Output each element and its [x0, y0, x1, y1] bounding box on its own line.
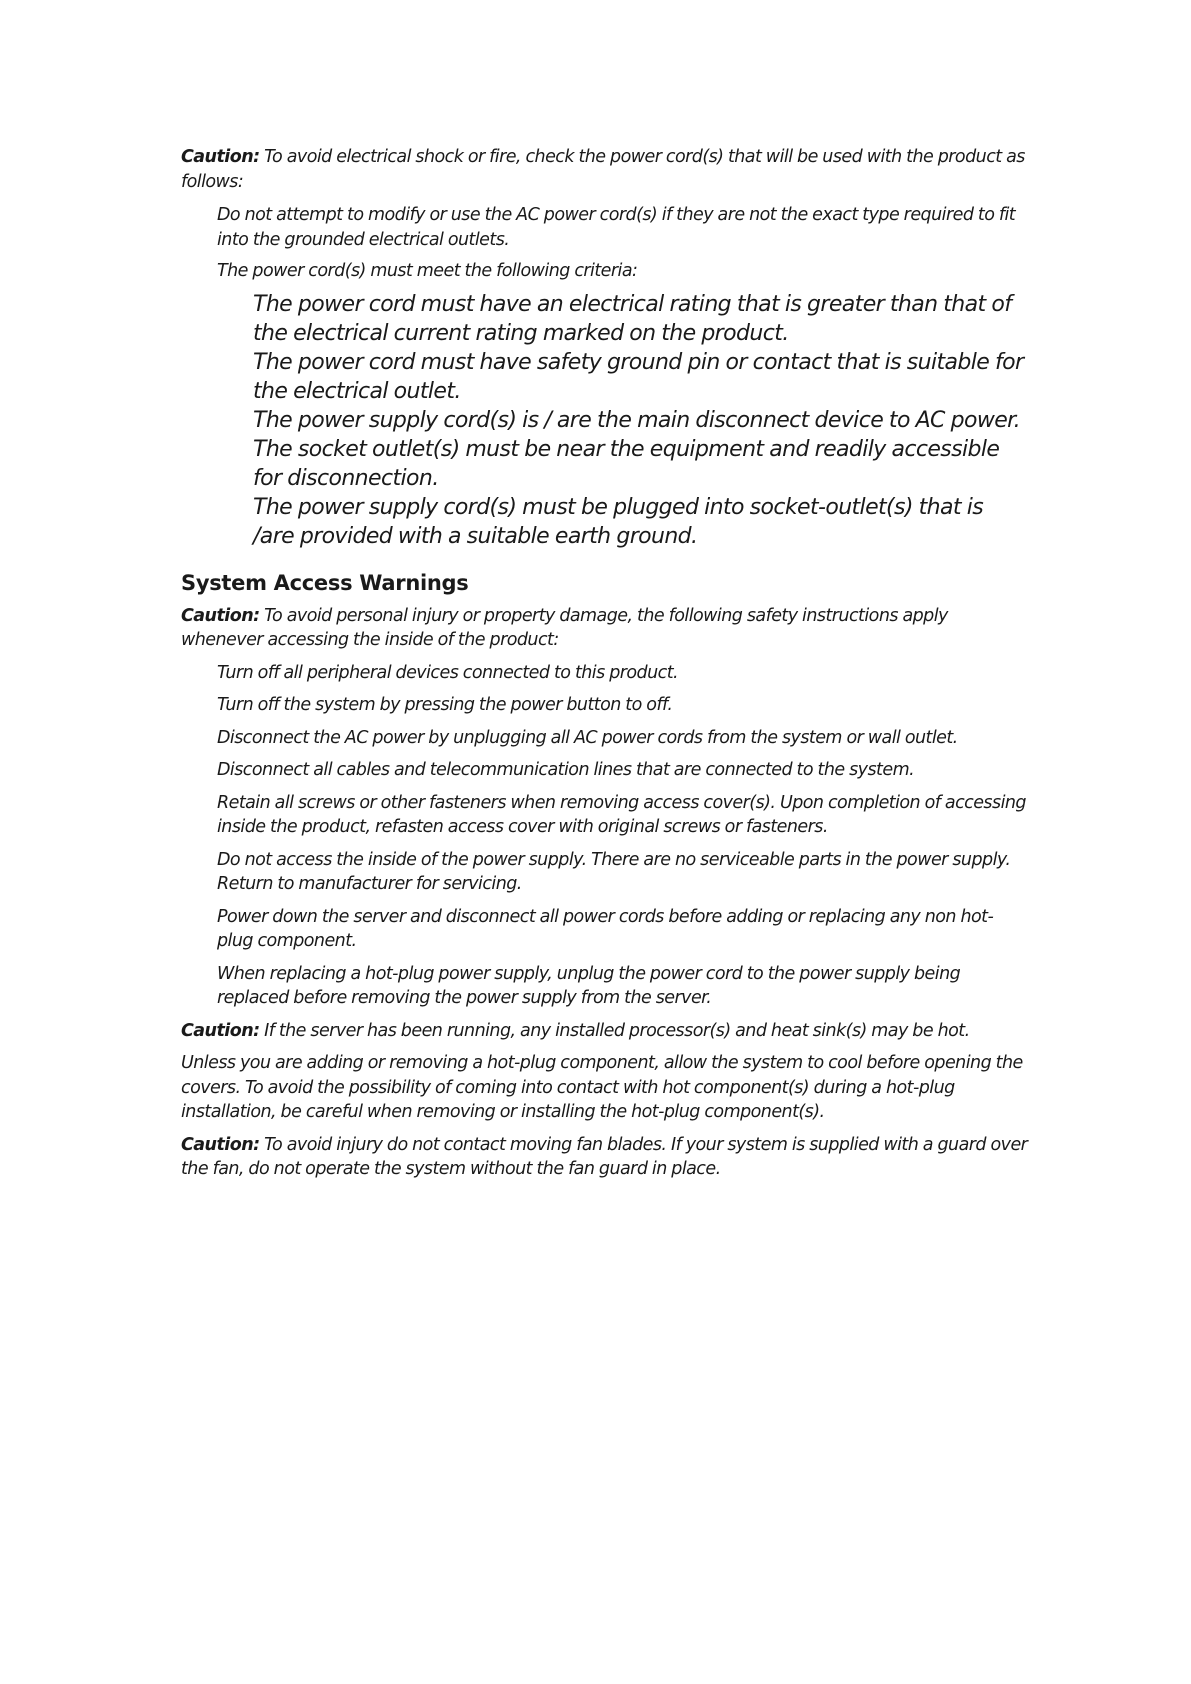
criteria-item: The power cord must have safety ground pin or contact that is suitable for the electrical outlet.: [253, 349, 1024, 404]
power-cord-item-criteria: The power cord(s) must meet the following criteria:: [217, 261, 638, 281]
access-item: Turn off the system by pressing the power button to off.: [217, 695, 673, 715]
access-item: Disconnect the AC power by unplugging all AC power cords from the system or wall outlet.: [217, 727, 958, 748]
access-item: When replacing a hot-plug power supply, unplug the power cord to the power supply being replaced before removing the power supply from the server.: [217, 963, 961, 1008]
caution-label: Caution:: [181, 605, 260, 626]
access-item: Disconnect all cables and telecommunication lines that are connected to the system.: [217, 760, 915, 780]
cooling-paragraph: Unless you are adding or removing a hot-plug component, allow the system to cool before opening the covers. To avoid the possibility of coming into contact with hot component(s) during a hot-plug installation, be careful when removing or installing the hot-plug component(s).: [181, 1053, 1023, 1122]
fan-blades-caution: [181, 1133, 1029, 1182]
access-item: Retain all screws or other fasteners when removing access cover(s). Upon completion of accessing inside the product, refasten access cover with original screws or fasteners.: [217, 792, 1026, 837]
caution-label: Caution:: [181, 147, 260, 167]
power-cord-item-modify: Do not attempt to modify or use the AC power cord(s) if they are not the exact type required to fit into the grounded electrical outlets.: [217, 205, 1016, 250]
criteria-item: The power supply cord(s) is / are the main disconnect device to AC power. The socket outlet(s) must be near the equipment and readily accessible for disconnection.: [253, 407, 1020, 491]
access-item: Turn off all peripheral devices connected to this product.: [217, 662, 679, 683]
criteria-item: The power cord must have an electrical rating that is greater than that of the electrical current rating marked on the product.: [253, 291, 1012, 346]
caution-text: To avoid personal injury or property damage, the following safety instructions apply whenever accessing the inside of the product:: [181, 605, 948, 650]
caution-text: To avoid injury do not contact moving fan blades. If your system is supplied with a guard over the fan, do not operate the system without the fan guard in place.: [181, 1134, 1028, 1179]
power-cord-caution: [181, 145, 1029, 194]
access-caution: [181, 604, 1029, 653]
caution-label: Caution:: [181, 1134, 260, 1155]
access-item: Do not access the inside of the power supply. There are no serviceable parts in the power supply. Return to manufacturer for servicing.: [217, 849, 1011, 894]
document-page: [181, 145, 1029, 1182]
caution-text: If the server has been running, any installed processor(s) and heat sink(s) may be hot.: [264, 1020, 970, 1041]
section-heading: System Access Warnings: [181, 570, 469, 595]
caution-text: To avoid electrical shock or fire, check the power cord(s) that will be used with the product as follows:: [181, 147, 1025, 192]
access-item: Power down the server and disconnect all power cords before adding or replacing any non hot-plug component.: [217, 906, 994, 951]
hot-components-caution: [181, 1019, 1029, 1044]
caution-label: Caution:: [181, 1020, 260, 1041]
criteria-item: The power supply cord(s) must be plugged into socket-outlet(s) that is /are provided with a suitable earth ground.: [253, 494, 984, 549]
